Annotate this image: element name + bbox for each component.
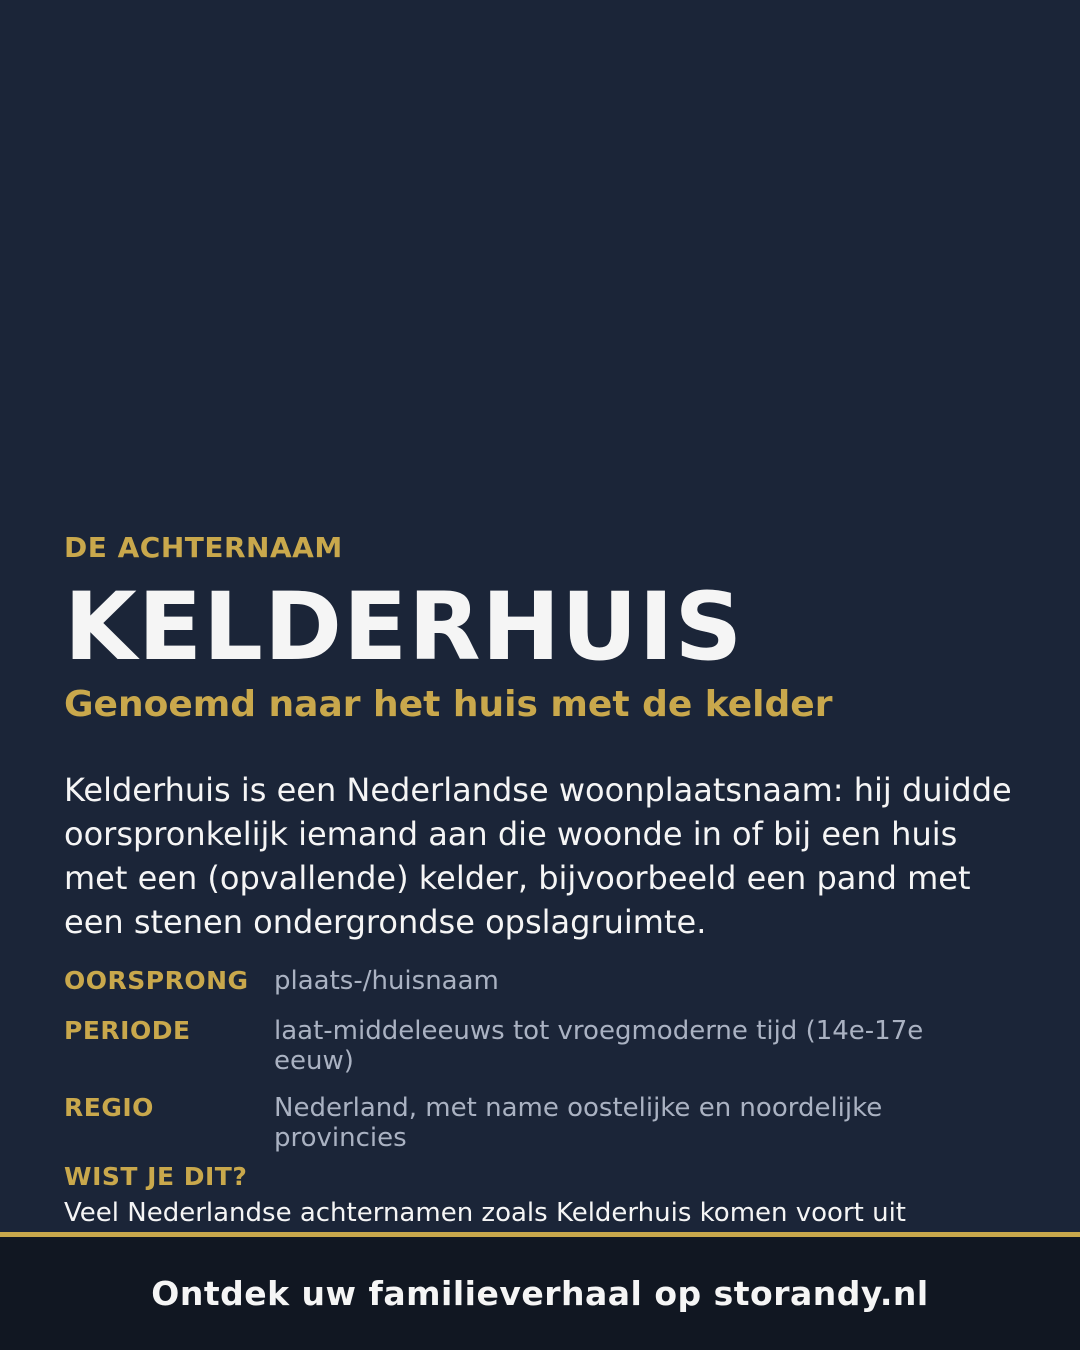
fact-label: REGIO [64, 1093, 154, 1122]
fact-value: Nederland, met name oostelijke en noordelijke provincies [274, 1093, 883, 1153]
fact-label: PERIODE [64, 1016, 191, 1045]
fact-value: laat-middeleeuws tot vroegmoderne tijd (14e-17e eeuw) [274, 1016, 924, 1076]
fact-row-period [64, 1013, 1024, 1076]
surname-title: KELDERHUIS [64, 573, 744, 682]
trivia-text: Veel Nederlandse achternamen zoals Kelderhuis komen voort uit [64, 1198, 907, 1228]
surname-tagline: Genoemd naar het huis met de kelder [64, 684, 833, 725]
trivia-heading: WIST JE DIT? [64, 1162, 248, 1191]
footer-cta-text: Ontdek uw familieverhaal op storandy.nl [151, 1274, 929, 1313]
fact-row-origin [64, 963, 1024, 999]
eyebrow-label: DE ACHTERNAAM [64, 531, 343, 564]
fact-value: plaats-/huisnaam [274, 966, 499, 996]
fact-label: OORSPRONG [64, 966, 249, 995]
footer-banner [0, 1232, 1080, 1350]
surname-card [64, 0, 1024, 1232]
facts-list [64, 963, 1024, 1167]
surname-description: Kelderhuis is een Nederlandse woonplaatsnaam: hij duidde oorspronkelijk iemand aan die woonde in of bij een huis met een (opvallende) kelder, bijvoorbeeld een pand met een stenen ondergrondse opslagruimte. [64, 771, 1012, 941]
fact-row-region [64, 1090, 1024, 1153]
